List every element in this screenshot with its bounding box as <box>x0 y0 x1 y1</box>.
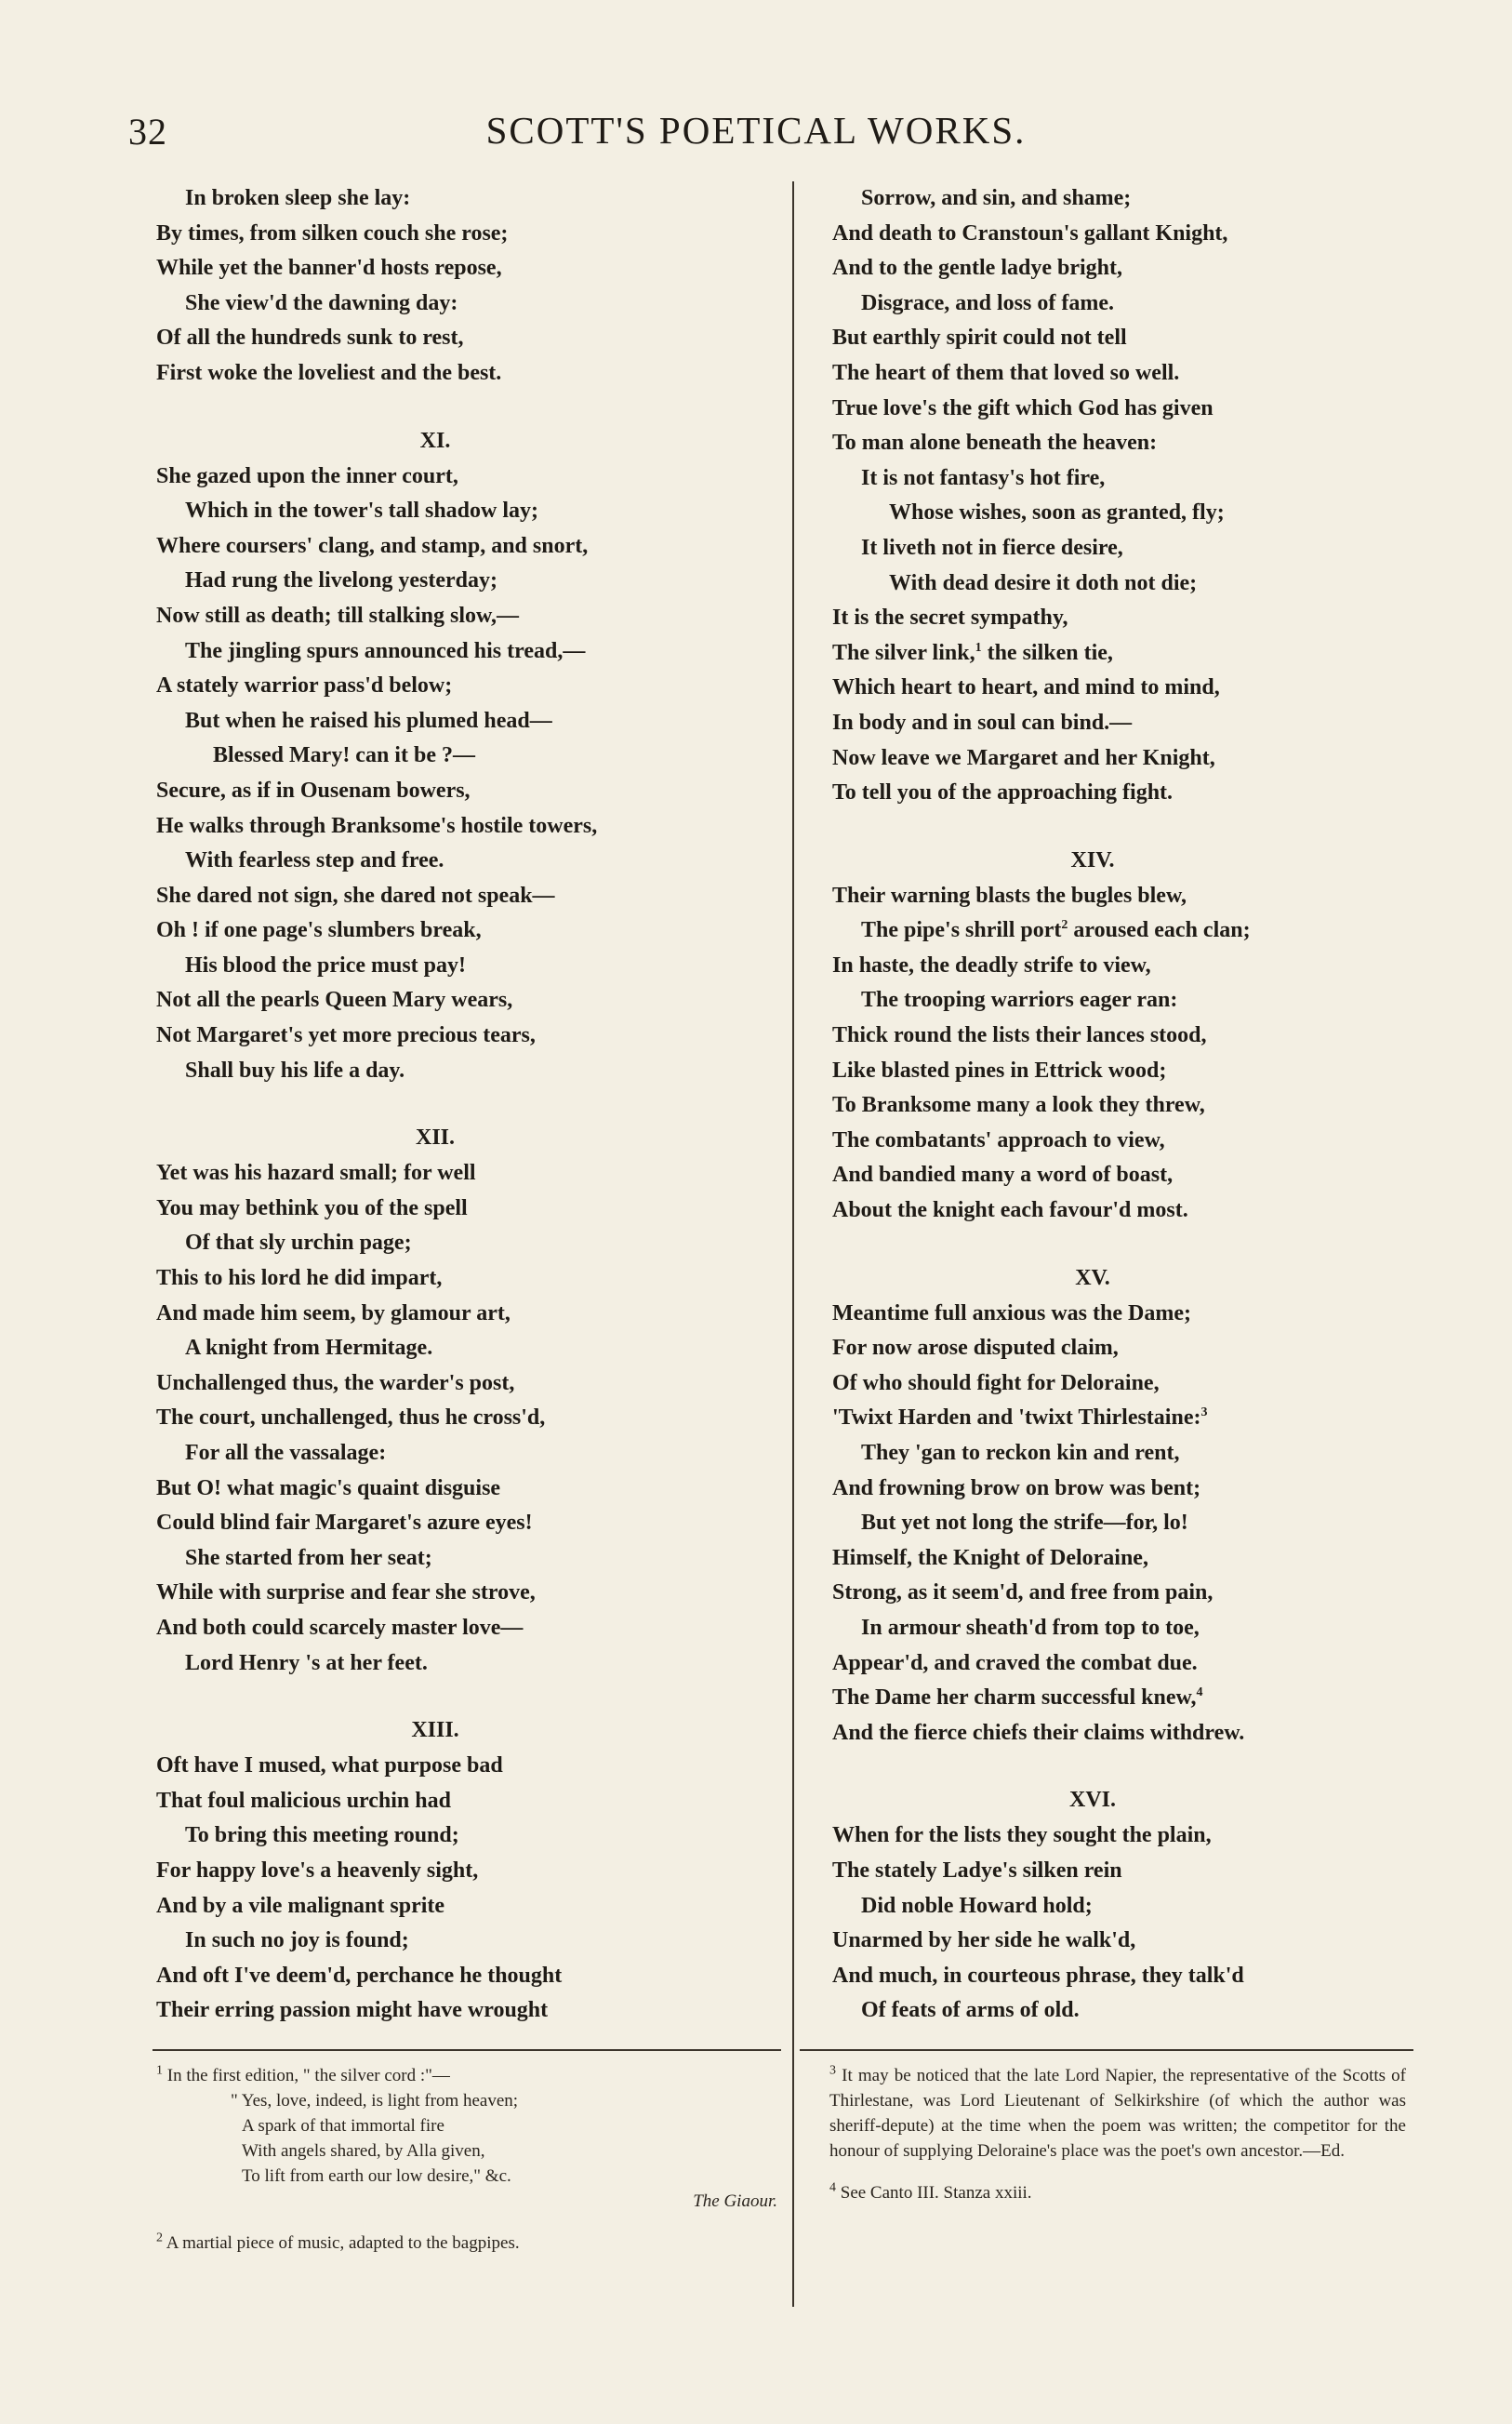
verse-line: She gazed upon the inner court, <box>156 463 458 488</box>
column-divider <box>792 181 794 2307</box>
verse-line: While with surprise and fear she strove, <box>156 1580 536 1605</box>
verse-line: Of who should fight for Deloraine, <box>832 1370 1160 1395</box>
verse-line: His blood the price must pay! <box>185 952 467 978</box>
verse-line: In body and in soul can bind.— <box>832 710 1133 735</box>
verse-line: Which in the tower's tall shadow lay; <box>185 499 539 524</box>
verse-line: By times, from silken couch she rose; <box>156 220 509 246</box>
footnote-rule <box>153 2049 781 2051</box>
verse-line: Of feats of arms of old. <box>861 1998 1080 2023</box>
verse-line: They 'gan to reckon kin and rent, <box>861 1441 1180 1465</box>
stanza-number: XIV. <box>1070 847 1115 872</box>
footnote-text: A martial piece of music, adapted to the bagpipes. <box>166 2233 520 2253</box>
verse-line <box>832 636 1409 672</box>
right-column <box>832 181 1409 2029</box>
verse-line: Secure, as if in Ousenam bowers, <box>156 778 471 803</box>
verse-line: Unarmed by her side he walk'd, <box>832 1928 1136 1953</box>
verse-line: A knight from Hermitage. <box>185 1336 433 1361</box>
verse-line: And by a vile malignant sprite <box>156 1893 445 1918</box>
verse-line: Oft have I mused, what purpose bad <box>156 1753 503 1778</box>
verse-line: First woke the loveliest and the best. <box>156 360 502 385</box>
verse-line <box>832 1681 1409 1716</box>
verse-line: You may bethink you of the spell <box>156 1195 468 1220</box>
verse-line: Lord Henry 's at her feet. <box>185 1650 428 1675</box>
verse-line: But yet not long the strife—for, lo! <box>861 1511 1188 1536</box>
verse-line <box>832 1401 1409 1436</box>
verse-line: She dared not sign, she dared not speak— <box>156 883 555 908</box>
footnote-rule <box>800 2049 1413 2051</box>
footnote-quote <box>156 2088 779 2189</box>
footnote-4 <box>829 2180 1406 2205</box>
verse-line: To man alone beneath the heaven: <box>832 431 1158 456</box>
verse-line: In broken sleep she lay: <box>185 186 411 210</box>
verse-line: Shall buy his life a day. <box>185 1058 405 1083</box>
verse-line: But when he raised his plumed head— <box>185 708 552 733</box>
verse-line: To tell you of the approaching fight. <box>832 780 1174 806</box>
verse-line: The stately Ladye's silken rein <box>832 1858 1122 1883</box>
footnote-gap <box>156 2214 779 2231</box>
footnote-number: 3 <box>829 2063 836 2078</box>
stanza-number: XII. <box>415 1125 455 1151</box>
footnotes-right <box>829 2063 1406 2205</box>
verse-line: Not Margaret's yet more precious tears, <box>156 1023 536 1048</box>
footnote-marker: 1 <box>975 640 982 655</box>
verse-line: Yet was his hazard small; for well <box>156 1161 476 1186</box>
verse-line: When for the lists they sought the plain, <box>832 1823 1212 1848</box>
verse-line: For happy love's a heavenly sight, <box>156 1858 479 1883</box>
verse-line: Not all the pearls Queen Mary wears, <box>156 988 513 1013</box>
verse-line: And to the gentle ladye bright, <box>832 256 1122 281</box>
page-number: 32 <box>128 111 167 153</box>
verse-line: Himself, the Knight of Deloraine, <box>832 1545 1148 1570</box>
footnote-number: 2 <box>156 2231 163 2245</box>
verse-line: To bring this meeting round; <box>185 1823 459 1848</box>
footnote-marker: 3 <box>1200 1405 1208 1420</box>
verse-line: That foul malicious urchin had <box>156 1788 451 1813</box>
verse-line: This to his lord he did impart, <box>156 1266 443 1291</box>
footnote-attribution: The Giaour. <box>693 2191 777 2211</box>
footnotes-left <box>156 2063 779 2256</box>
verse-line: It is the secret sympathy, <box>832 606 1068 631</box>
verse-line: Disgrace, and loss of fame. <box>861 290 1114 315</box>
running-head: SCOTT'S POETICAL WORKS. <box>485 109 1027 152</box>
verse-line: And both could scarcely master love— <box>156 1615 524 1640</box>
verse-line: Strong, as it seem'd, and free from pain, <box>832 1580 1214 1605</box>
footnote-3 <box>829 2063 1406 2164</box>
verse-line: The trooping warriors eager ran: <box>861 988 1178 1013</box>
verse-line: With dead desire it doth not die; <box>889 570 1198 595</box>
footnote-text: It may be noticed that the late Lord Napier, the representative of the Scotts of Thirlestane, was Lord Lieutenant of Selkirkshire (of which the author was sheriff-depute) at the time when the poem was written; the competitor for the honour of supplying Deloraine's place was the poet's own ancestor.—Ed. <box>829 2066 1407 2161</box>
verse-line: With fearless step and free. <box>185 848 444 873</box>
verse-line: Of all the hundreds sunk to rest, <box>156 326 464 351</box>
verse-line: Now leave we Margaret and her Knight, <box>832 745 1215 770</box>
verse-line: Like blasted pines in Ettrick wood; <box>832 1058 1167 1083</box>
verse-line: And bandied many a word of boast, <box>832 1163 1174 1188</box>
footnote-text: In the first edition, " the silver cord :"— <box>166 2066 450 2085</box>
verse-line: A stately warrior pass'd below; <box>156 673 453 699</box>
verse-line: Thick round the lists their lances stood, <box>832 1023 1207 1048</box>
footnote-number: 4 <box>829 2180 836 2195</box>
verse-line: Blessed Mary! can it be ?— <box>213 743 475 768</box>
verse-line: For now arose disputed claim, <box>832 1336 1119 1361</box>
verse-line: The jingling spurs announced his tread,— <box>185 638 586 663</box>
verse-line: The court, unchallenged, thus he cross'd, <box>156 1405 546 1431</box>
verse-line: While yet the banner'd hosts repose, <box>156 256 502 281</box>
verse-fragment: the silken tie, <box>987 640 1113 665</box>
verse-line: Now still as death; till stalking slow,— <box>156 603 520 628</box>
verse-line: It is not fantasy's hot fire, <box>861 465 1106 490</box>
verse-line: Of that sly urchin page; <box>185 1231 412 1256</box>
verse-line: It liveth not in fierce desire, <box>861 535 1123 560</box>
verse-line: And death to Cranstoun's gallant Knight, <box>832 220 1228 246</box>
verse-line: Oh ! if one page's slumbers break, <box>156 918 482 943</box>
verse-fragment: aroused each clan; <box>1073 918 1251 943</box>
verse-fragment: The silver link, <box>832 640 975 665</box>
verse-line: Meantime full anxious was the Dame; <box>832 1300 1191 1325</box>
verse-line: Unchallenged thus, the warder's post, <box>156 1370 515 1395</box>
verse-line: She view'd the dawning day: <box>185 290 458 315</box>
footnote-gap <box>829 2164 1406 2180</box>
verse-line: True love's the gift which God has given <box>832 395 1214 420</box>
footnote-1 <box>156 2063 779 2088</box>
verse-line: Whose wishes, soon as granted, fly; <box>889 500 1225 526</box>
verse-line: Where coursers' clang, and stamp, and snort, <box>156 533 589 558</box>
verse-line: In such no joy is found; <box>185 1928 409 1953</box>
left-column <box>156 181 789 2029</box>
quote-line: A spark of that immortal fire <box>242 2116 444 2136</box>
verse-line: To Branksome many a look they threw, <box>832 1093 1205 1118</box>
verse-line: The combatants' approach to view, <box>832 1127 1165 1152</box>
verse-line: For all the vassalage: <box>185 1441 387 1465</box>
footnote-number: 1 <box>156 2063 163 2078</box>
verse-line: In armour sheath'd from top to toe, <box>861 1615 1200 1640</box>
verse-line: Sorrow, and sin, and shame; <box>861 186 1132 210</box>
stanza-number: XV. <box>1075 1265 1110 1290</box>
verse-line: Their warning blasts the bugles blew, <box>832 883 1187 908</box>
verse-line: Did noble Howard hold; <box>861 1893 1093 1918</box>
verse-line: But O! what magic's quaint disguise <box>156 1475 501 1500</box>
verse-line: He walks through Branksome's hostile towers, <box>156 813 598 838</box>
footnote-2 <box>156 2231 779 2256</box>
verse-line: But earthly spirit could not tell <box>832 326 1127 351</box>
verse-line: And much, in courteous phrase, they talk'd <box>832 1963 1244 1988</box>
verse-fragment: The Dame her charm successful knew, <box>832 1685 1197 1711</box>
verse-line: About the knight each favour'd most. <box>832 1198 1188 1223</box>
verse-fragment: 'Twixt Harden and 'twixt Thirlestaine: <box>832 1405 1201 1431</box>
verse-line: The heart of them that loved so well. <box>832 360 1180 385</box>
verse-line: Which heart to heart, and mind to mind, <box>832 675 1220 700</box>
verse-fragment: The pipe's shrill port <box>861 918 1062 943</box>
quote-line: " Yes, love, indeed, is light from heaven; <box>231 2091 519 2111</box>
verse-line: Had rung the livelong yesterday; <box>185 568 497 593</box>
quote-line: To lift from earth our low desire," &c. <box>242 2166 511 2186</box>
footnote-marker: 2 <box>1061 918 1068 933</box>
stanza-number: XIII. <box>411 1718 459 1743</box>
stanza-number: XI. <box>419 428 451 453</box>
verse-line: She started from her seat; <box>185 1545 432 1570</box>
verse-line: Their erring passion might have wrought <box>156 1998 549 2023</box>
verse-line: And frowning brow on brow was bent; <box>832 1475 1201 1500</box>
verse-line: In haste, the deadly strife to view, <box>832 952 1151 978</box>
footnote-text: See Canto III. Stanza xxiii. <box>840 2183 1032 2203</box>
verse-line: Could blind fair Margaret's azure eyes! <box>156 1511 533 1536</box>
verse-line: And oft I've deem'd, perchance he thought <box>156 1963 563 1988</box>
quote-line: With angels shared, by Alla given, <box>242 2141 485 2161</box>
verse-line: And made him seem, by glamour art, <box>156 1300 511 1325</box>
verse-line <box>832 913 1409 949</box>
verse-line: Appear'd, and craved the combat due. <box>832 1650 1198 1675</box>
stanza-number: XVI. <box>1068 1788 1116 1813</box>
footnote-marker: 4 <box>1196 1685 1203 1700</box>
verse-line: And the fierce chiefs their claims withdrew. <box>832 1720 1245 1745</box>
